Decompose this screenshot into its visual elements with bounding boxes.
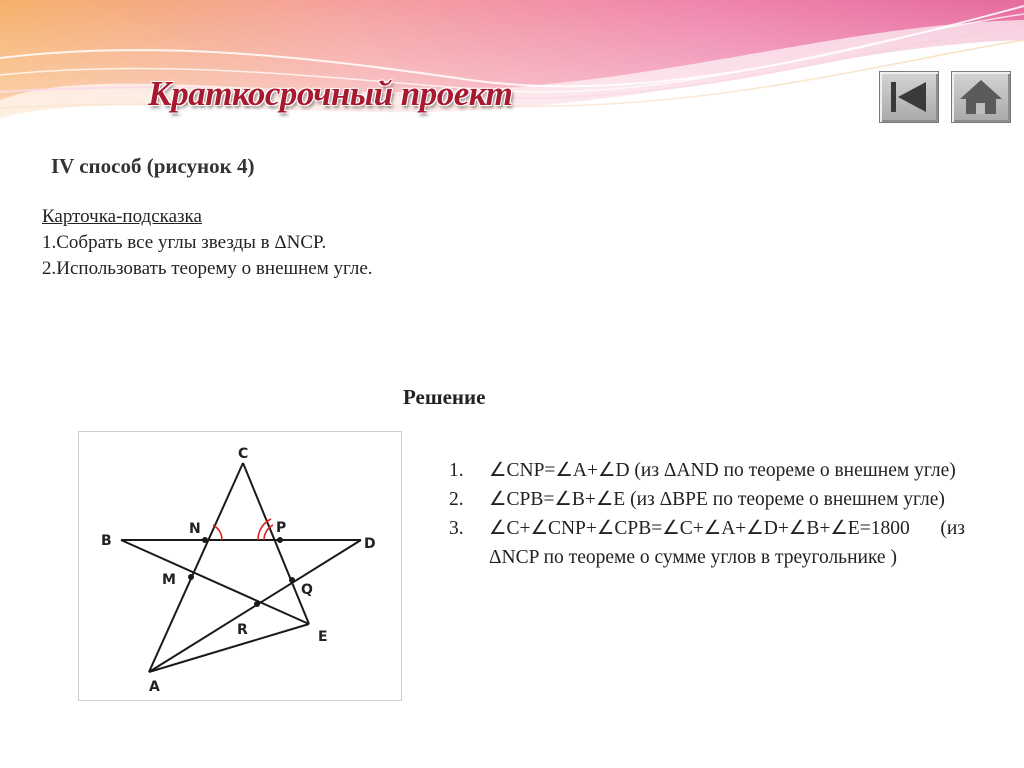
label-q: Q (301, 582, 313, 598)
step-number: 1. (449, 460, 464, 481)
label-c: C (238, 446, 249, 462)
hint-line: 2.Использовать теорему о внешнем угле. (42, 258, 373, 279)
home-button[interactable] (951, 71, 1011, 123)
slide-title: Краткосрочный проект (148, 74, 513, 113)
solution-heading: Решение (403, 385, 486, 409)
point-q (289, 577, 295, 583)
hint-card (42, 204, 373, 282)
step-text: ∠CNP=∠A+∠D (из ΔAND по теореме о внешнем угле) (489, 460, 956, 481)
step-text: ∠C+∠CNP+∠CPB=∠C+∠A+∠D+∠B+∠E=1800 (из ΔNCP по теореме о сумме углов в треугольнике ) (489, 518, 965, 568)
point-p (277, 537, 283, 543)
point-m (188, 574, 194, 580)
label-p: P (276, 520, 287, 536)
point-n (202, 537, 208, 543)
label-n: N (189, 521, 201, 537)
header-wave-banner (0, 0, 1024, 135)
step-number: 3. (449, 518, 464, 539)
label-m: M (162, 572, 176, 588)
label-b: B (101, 533, 112, 549)
solution-step (449, 514, 965, 572)
line-c-a (149, 463, 243, 672)
label-e: E (318, 629, 328, 645)
solution-step (449, 456, 965, 485)
star-figure (78, 431, 402, 701)
hint-card-heading: Карточка-подсказка (42, 206, 202, 227)
label-a: A (149, 679, 160, 695)
home-icon (952, 72, 1010, 122)
angle-marks (213, 519, 273, 540)
label-d: D (364, 536, 376, 552)
skip-back-icon (880, 72, 938, 122)
step-number: 2. (449, 489, 464, 510)
point-r (254, 601, 260, 607)
point-labels (101, 446, 376, 695)
step-text: ∠CPB=∠B+∠E (из ΔBPE по теореме о внешнем угле) (489, 489, 945, 510)
line-a-e (149, 624, 309, 672)
label-r: R (237, 622, 248, 638)
solution-step (449, 485, 965, 514)
solution-steps (449, 456, 965, 572)
hint-line: 1.Собрать все углы звезды в ΔNCP. (42, 232, 327, 253)
back-button[interactable] (879, 71, 939, 123)
method-title: IV способ (рисунок 4) (51, 154, 255, 178)
